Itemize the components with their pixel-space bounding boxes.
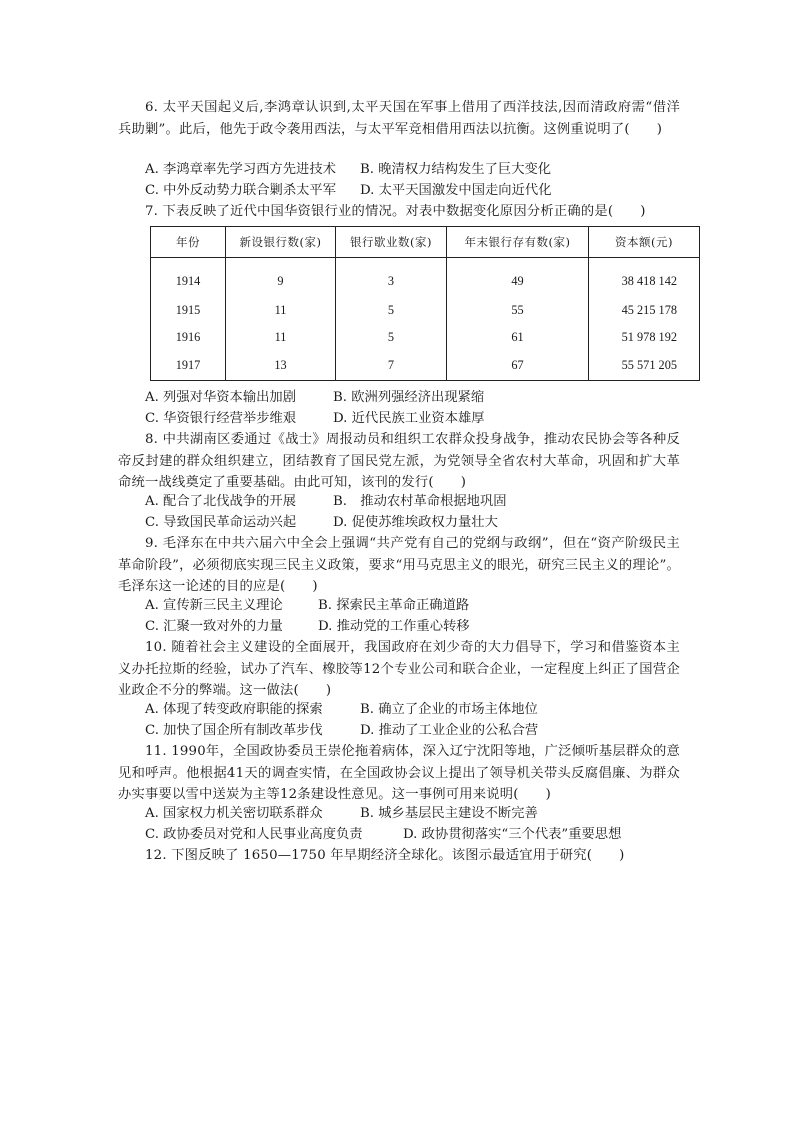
table-cell: 49 [447,258,589,297]
table-cell: 3 [336,258,447,297]
question-7-option-b: B. 欧洲列强经济出现紧缩 [333,390,485,405]
bank-data-table [150,226,700,381]
question-7-option-c: C. 华资银行经营举步维艰 [145,411,297,426]
table-cell: 45 215 178 [589,296,700,324]
question-11-option-d: D. 政协贯彻落实“三个代表”重要思想 [403,827,622,842]
table-cell: 11 [226,296,336,324]
table-row [151,258,700,297]
question-10-stem: 10. 随着社会主义建设的全面展开，我国政府在刘少奇的大力倡导下，学习和借鉴资本主义办托拉斯的经验，试办了汽车、橡胶等12个专业公司和联合企业，一定程度上纠正了国营企业政企不分的弊端。这一做法( ) [118,640,680,698]
question-11-stem: 11. 1990年，全国政协委员王崇伦拖着病体，深入辽宁沈阳等地，广泛倾听基层群众的意见和呼声。他根据41天的调查实情，在全国政协会议上提出了领导机关带头反腐倡廉、为群众办实事要以雪中送炭为主等12条建设性意见。这一事例可用来说明( ) [118,744,680,802]
table-cell: 1917 [175,358,201,373]
question-8-option-a: A. 配合了北伐战争的开展 [145,494,297,509]
question-11-option-a: A. 国家权力机关密切联系群众 [145,806,323,821]
table-header: 年份 [151,227,226,258]
table-cell: 9 [226,258,336,297]
question-12-stem: 12. 下图反映了 1650—1750 年早期经济全球化。该图示最适宜用于研究( ) [145,848,625,863]
question-7-option-a: A. 列强对华资本输出加剧 [145,390,297,405]
table-cell: 55 571 205 [589,352,700,381]
question-10-option-c: C. 加快了国企所有制改革步伐 [145,723,323,738]
question-10-option-a: A. 体现了转变政府职能的探索 [145,702,323,717]
question-6-option-b: B. 晚清权力结构发生了巨大变化 [360,162,552,177]
table-header: 年末银行存有数(家) [447,227,589,258]
table-cell: 1914 [175,274,201,289]
question-8-stem: 8. 中共湖南区委通过《战士》周报动员和组织工农群众投身战争，推动农民协会等各种反帝反封建的群众组织建立，团结教育了国民党左派，为党领导全省农村大革命，巩固和扩大革命统一战线奠定了重要基础。由此可知，该刊的发行( ) [118,432,680,490]
table-cell: 61 [447,324,589,352]
question-6-option-a: A. 李鸿章率先学习西方先进技术 [145,162,336,177]
question-8-option-c: C. 导致国民革命运动兴起 [145,515,297,530]
table-row [151,296,700,324]
table-cell: 1915 [175,302,201,317]
question-8-option-d: D. 促使苏维埃政权力量壮大 [333,515,498,530]
table-header: 银行歇业数(家) [336,227,447,258]
question-11-option-b: B. 城乡基层民主建设不断完善 [360,806,538,821]
question-9-option-c: C. 汇聚一致对外的力量 [145,619,283,634]
table-cell: 13 [226,352,336,381]
question-11-option-c: C. 政协委员对党和人民事业高度负责 [145,827,363,842]
table-cell: 67 [447,352,589,381]
question-9-option-d: D. 推动党的工作重心转移 [318,619,470,634]
table-row [151,324,700,352]
table-cell: 51 978 192 [589,324,700,352]
table-cell: 5 [336,296,447,324]
question-9-option-a: A. 宣传新三民主义理论 [145,598,283,613]
table-header: 资本额(元) [589,227,700,258]
table-header: 新设银行数(家) [226,227,336,258]
question-9-option-b: B. 探索民主革命正确道路 [318,598,470,613]
table-cell: 38 418 142 [589,258,700,297]
question-9-stem: 9. 毛泽东在中共六届六中全会上强调“共产党有自己的党纲与政纲”，但在“资产阶级民主革命阶段”，必须彻底实现三民主义政策，要求“用马克思主义的眼光，研究三民主义的理论”。毛泽东这一论述的目的应是( ) [118,536,680,594]
table-cell: 1916 [175,330,201,345]
question-10-option-b: B. 确立了企业的市场主体地位 [360,702,538,717]
question-8-option-b: B. 推动农村革命根据地巩固 [333,494,507,509]
question-6-option-c: C. 中外反动势力联合剿杀太平军 [145,183,337,198]
question-10-option-d: D. 推动了工业企业的公私合营 [360,723,539,738]
table-cell: 5 [336,324,447,352]
table-cell: 11 [226,324,336,352]
question-7-stem: 7. 下表反映了近代中国华资银行业的情况。对表中数据变化原因分析正确的是( ) [145,204,646,219]
question-7-option-d: D. 近代民族工业资本雄厚 [333,411,485,426]
table-cell: 55 [447,296,589,324]
table-row [151,352,700,381]
table-cell: 7 [336,352,447,381]
question-6-stem: 6. 太平天国起义后,李鸿章认识到,太平天国在军事上借用了西洋技法,因而清政府需“借洋兵助剿”。此后，他先于政令袭用西法，与太平军竞相借用西法以抗衡。这例重说明了( ) [118,100,680,137]
question-6-option-d: D. 太平天国激发中国走向近代化 [360,183,552,198]
table-header-row [151,227,700,258]
